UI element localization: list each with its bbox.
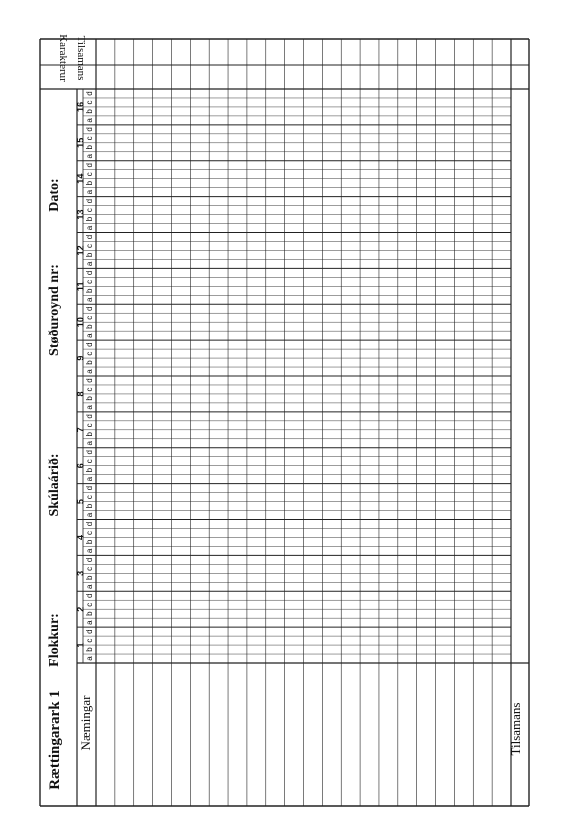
question-number: 5 — [75, 499, 86, 505]
option-letter: b — [85, 647, 94, 652]
question-number: 9 — [75, 355, 86, 361]
option-letter: a — [85, 333, 94, 338]
option-letter: b — [85, 467, 94, 473]
option-letter: c — [85, 387, 94, 392]
option-letter: d — [85, 557, 94, 563]
option-letter: c — [85, 136, 94, 141]
question-number: 10 — [75, 317, 86, 328]
option-letter: b — [85, 109, 94, 114]
option-letter: d — [85, 414, 94, 419]
option-letter: d — [85, 91, 94, 96]
option-letter: d — [85, 485, 94, 491]
option-letter: d — [85, 593, 94, 598]
option-letter: b — [85, 360, 94, 365]
option-letter: a — [85, 189, 94, 195]
flokkur-label: Flokkur: — [47, 613, 62, 667]
option-letter: b — [85, 575, 94, 581]
option-letter: b — [85, 324, 94, 329]
option-letter: d — [85, 450, 94, 455]
option-letter: d — [85, 270, 94, 276]
option-letter: a — [85, 584, 94, 589]
option-letter: c — [85, 279, 94, 284]
question-number: 11 — [75, 281, 86, 292]
option-letter: a — [85, 297, 94, 302]
option-letter: a — [85, 369, 94, 374]
option-letter: d — [85, 378, 94, 383]
question-number: 7 — [75, 427, 86, 433]
option-letter: d — [85, 127, 94, 132]
option-letter: c — [85, 495, 94, 500]
option-letter: d — [85, 198, 94, 204]
option-letter: c — [85, 351, 94, 356]
option-letter: b — [85, 180, 94, 186]
option-letter: c — [85, 638, 94, 643]
option-letter: b — [85, 611, 94, 616]
grid-lines — [40, 39, 529, 806]
question-number: 1 — [75, 642, 86, 648]
question-number: 6 — [75, 463, 86, 469]
question-number: 16 — [75, 101, 86, 112]
option-letter: d — [85, 521, 94, 527]
sheet-title: Rættingarark 1 — [47, 690, 63, 790]
option-letter: b — [85, 145, 94, 150]
option-letter: b — [85, 252, 94, 258]
option-letter: c — [85, 172, 94, 177]
option-letter: a — [85, 512, 94, 518]
question-number: 3 — [75, 570, 86, 576]
option-letter: a — [85, 656, 94, 661]
question-number: 14 — [75, 173, 86, 184]
option-letter: c — [85, 315, 94, 320]
option-letter: a — [85, 154, 94, 159]
option-letter: c — [85, 100, 94, 105]
option-letter: a — [85, 225, 94, 231]
option-letter: d — [85, 163, 94, 168]
question-number: 8 — [75, 391, 86, 397]
option-letter: a — [85, 620, 94, 625]
option-letter: c — [85, 566, 94, 571]
question-number: 15 — [75, 137, 86, 148]
option-letter: a — [85, 261, 94, 267]
option-letter: d — [85, 629, 94, 634]
option-letter: b — [85, 432, 94, 437]
stodu-label: Støðuroynd nr: — [47, 264, 62, 356]
option-letter: c — [85, 602, 94, 607]
students-total-label: Tilsamans — [508, 702, 523, 756]
option-letter: b — [85, 539, 94, 545]
option-letter: c — [85, 423, 94, 428]
option-letter: d — [85, 342, 94, 347]
option-letter: d — [85, 306, 94, 311]
option-letter: b — [85, 396, 94, 401]
option-letter: a — [85, 548, 94, 554]
option-letter: a — [85, 118, 94, 123]
tilsamans-column-label: Tilsamans — [75, 35, 87, 81]
option-letter: c — [85, 530, 94, 535]
option-letter: a — [85, 441, 94, 446]
karakterur-column-label: Karakterur — [57, 34, 69, 82]
option-letter: c — [85, 459, 94, 464]
option-letter: d — [85, 234, 94, 240]
option-letter: a — [85, 405, 94, 410]
question-number: 2 — [75, 606, 86, 612]
option-letter: c — [85, 243, 94, 248]
option-letter: c — [85, 208, 94, 213]
option-letter: b — [85, 503, 94, 509]
option-letter: b — [85, 216, 94, 222]
question-number: 4 — [75, 534, 86, 540]
skulaarid-label: Skúlaárið: — [47, 453, 62, 517]
question-number: 12 — [75, 245, 86, 256]
dato-label: Dato: — [47, 178, 62, 212]
question-number: 13 — [75, 209, 86, 220]
option-letter: b — [85, 288, 94, 294]
students-label: Næmingar — [78, 695, 93, 751]
option-letter: a — [85, 476, 94, 482]
